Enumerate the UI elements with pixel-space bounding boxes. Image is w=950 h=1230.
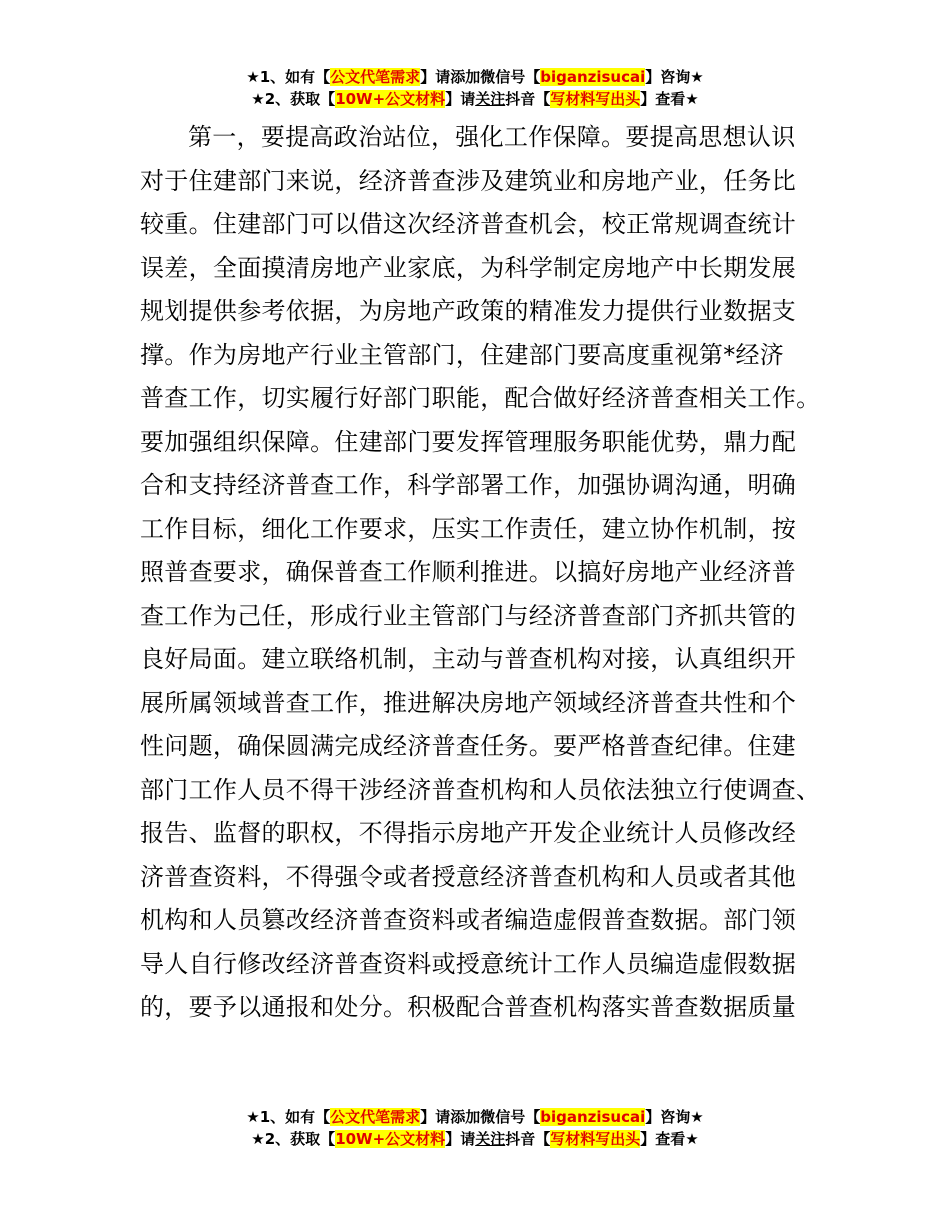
body-line: 查工作为己任，形成行业主管部门与经济普查部门齐抓共管的 [140,601,797,630]
banner-text: ★2、获取【 [251,90,336,108]
banner-text: ★1、如有【 [246,1108,331,1126]
body-line: 济普查资料，不得强令或者授意经济普查机构和人员或者其他 [140,862,797,891]
banner-text: 】请添加微信号【 [420,68,541,86]
body-line: 规划提供参考依据，为房地产政策的精准发力提供行业数据支 [140,297,797,325]
body-line: 撑。作为房地产行业主管部门，住建部门要高度重视第*经济 [140,340,785,369]
highlight-materials: 10W+公文材料 [335,90,446,108]
banner-text: 】查看★ [640,90,699,108]
banner-text: 】咨询★ [645,68,704,86]
banner-line-2 [0,88,950,110]
body-line: 对于住建部门来说，经济普查涉及建筑业和房地产业，任务比 [140,166,797,195]
banner-text: 】咨询★ [645,1108,704,1126]
body-line: 展所属领域普查工作，推进解决房地产领域经济普查共性和个 [140,688,797,717]
banner-text: ★1、如有【 [246,68,331,86]
body-line: 工作目标，细化工作要求，压实工作责任，建立协作机制，按 [140,514,797,543]
highlight-douyin-name: 写材料写出头 [550,90,641,108]
footer-banner [0,1106,950,1150]
body-line: 良好局面。建立联络机制，主动与普查机构对接，认真组织开 [140,645,797,673]
document-body [140,116,820,1030]
body-line: 要加强组织保障。住建部门要发挥管理服务职能优势，鼎力配 [140,427,797,456]
body-line: 报告、监督的职权，不得指示房地产开发企业统计人员修改经 [140,819,797,847]
body-line: 误差，全面摸清房地产业家底，为科学制定房地产中长期发展 [140,253,797,282]
banner-text: ★2、获取【 [251,1130,336,1148]
banner-text: 】请 [445,1130,476,1148]
body-line: 第一，要提高政治站位，强化工作保障。要提高思想认识 [188,123,796,151]
body-line: 部门工作人员不得干涉经济普查机构和人员依法独立行使调查、 [140,775,821,804]
banner-text: 】请添加微信号【 [420,1108,541,1126]
body-line: 较重。住建部门可以借这次经济普查机会，校正常规调查统计 [140,210,797,238]
highlight-wechat-id: biganzisucai [540,1108,646,1126]
body-line: 性问题，确保圆满完成经济普查任务。要严格普查纪律。住建 [140,732,797,760]
body-line: 合和支持经济普查工作，科学部署工作，加强协调沟通，明确 [140,471,797,499]
banner-text: 抖音【 [505,1130,551,1148]
highlight-wechat-id: biganzisucai [540,68,646,86]
header-banner [0,66,950,110]
body-line: 机构和人员篡改经济普查资料或者编造虚假普查数据。部门领 [140,906,797,934]
body-line: 的，要予以通报和处分。积极配合普查机构落实普查数据质量 [140,993,797,1021]
banner-text: 抖音【 [505,90,551,108]
body-line: 导人自行修改经济普查资料或授意统计工作人员编造虚假数据 [140,949,797,978]
underlined-follow: 关注 [475,90,506,108]
highlight-douyin-name: 写材料写出头 [550,1130,641,1148]
banner-text: 】请 [445,90,476,108]
body-line: 普查工作，切实履行好部门职能，配合做好经济普查相关工作。 [140,384,821,412]
banner-line-1 [0,1106,950,1128]
highlight-service: 公文代笔需求 [330,1108,421,1126]
highlight-materials: 10W+公文材料 [335,1130,446,1148]
highlight-service: 公文代笔需求 [330,68,421,86]
body-line: 照普查要求，确保普查工作顺利推进。以搞好房地产业经济普 [140,558,797,586]
banner-line-1 [0,66,950,88]
banner-line-2 [0,1128,950,1150]
banner-text: 】查看★ [640,1130,699,1148]
underlined-follow: 关注 [475,1130,506,1148]
